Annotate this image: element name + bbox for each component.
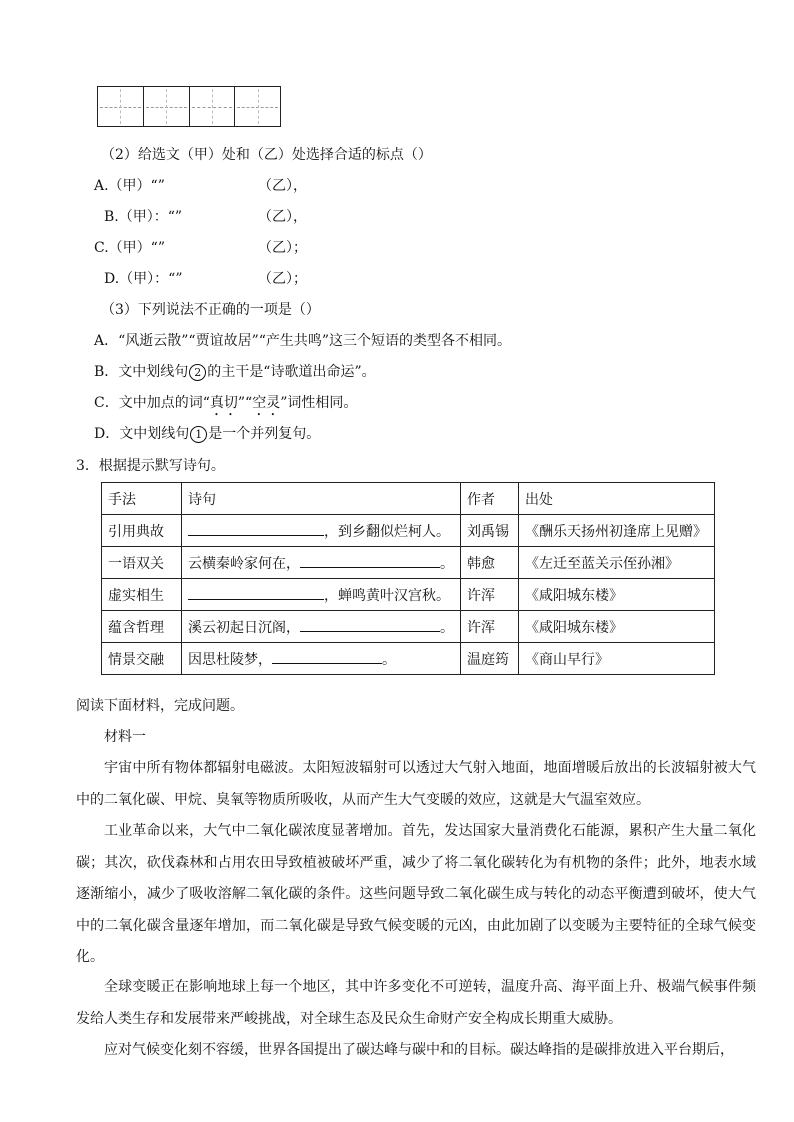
grid-cell (235, 87, 280, 126)
source-cell: 《咸阳城东楼》 (519, 579, 715, 611)
option-label: C.（甲）“” (94, 240, 165, 256)
q2-stem: （2）给选文（甲）处和（乙）处选择合适的标点（） (101, 147, 432, 163)
table-row (102, 643, 715, 675)
header-author: 作者 (461, 483, 519, 515)
circled-number: 2 (189, 364, 206, 381)
paragraph: 宇宙中所有物体都辐射电磁波。太阳短波辐射可以透过大气射入地面，地面增暖后放出的长波辐射被大气中的二氧化碳、甲烷、臭氧等物质所吸收，从而产生大气变暖的效应，这就是大气温室效应。 (76, 760, 756, 808)
q3-stem: （3）下列说法不正确的一项是（） (101, 302, 320, 318)
author-cell: 韩愈 (461, 547, 519, 579)
verse-text: 。 (440, 619, 454, 636)
q3-option-c[interactable] (94, 393, 357, 419)
paragraph: 应对气候变化刻不容缓，世界各国提出了碳达峰与碳中和的目标。碳达峰指的是碳排放进入平台期后， (104, 1042, 734, 1058)
verse-cell (182, 515, 461, 547)
verse-cell (182, 579, 461, 611)
option-value: （乙）， (258, 209, 307, 225)
answer-blank[interactable] (300, 617, 440, 632)
answer-blank[interactable] (188, 521, 324, 536)
source-cell: 《咸阳城东楼》 (519, 611, 715, 643)
verse-cell (182, 547, 461, 579)
author-cell: 温庭筠 (461, 643, 519, 675)
option-label: A.（甲）“” (94, 178, 165, 194)
table-header-row (102, 483, 715, 515)
method-cell: 虚实相生 (102, 579, 182, 611)
method-cell: 一语双关 (102, 547, 182, 579)
option-text: B．文中划线句 (94, 364, 189, 380)
option-label: D.（甲）：“” (104, 271, 183, 287)
method-cell: 蕴含哲理 (102, 611, 182, 643)
option-label: B.（甲）：“” (104, 209, 183, 225)
grid-cell (144, 87, 190, 126)
reading-intro: 阅读下面材料，完成问题。 (76, 698, 244, 714)
paragraph: 全球变暖正在影响地球上每一个地区，其中许多变化不可逆转，温度升高、海平面上升、极端气候事件频发给人类生存和发展带来严峻挑战，对全球生态及民众生命财产安全构成长期重大威胁。 (76, 979, 756, 1027)
verse-text: ，蝉鸣黄叶汉宫秋。 (324, 587, 450, 604)
option-text: C．文中加点的词“ (94, 395, 210, 411)
dotted-word: 空灵 (252, 395, 281, 411)
verse-cell (182, 643, 461, 675)
option-text: 的主干是“诗歌道出命运”。 (207, 364, 376, 380)
paragraph: 工业革命以来，大气中二氧化碳浓度显著增加。首先，发达国家大量消费化石能源，累积产生大量二氧化碳；其次，砍伐森林和占用农田导致植被破坏严重，减少了将二氧化碳转化为有机物的条件；此外，地表水域逐渐缩小，减少了吸收溶解二氧化碳的条件。这些问题导致二氧化碳生成与转化的动态平衡遭到破坏，使大气中的二氧化碳含量逐年增加，而二氧化碳是导致气候变暖的元凶，由此加剧了以变暖为主要特征的全球气候变化。 (76, 823, 756, 965)
table-row (102, 547, 715, 579)
answer-blank[interactable] (272, 649, 382, 664)
answer-blank[interactable] (188, 585, 324, 600)
dotted-word: 真切 (209, 395, 238, 411)
q2-option-a[interactable] (94, 176, 394, 196)
q2-option-c[interactable] (94, 238, 394, 258)
table-row (102, 579, 715, 611)
verse-text: 。 (440, 555, 454, 572)
method-cell: 引用典故 (102, 515, 182, 547)
table-row (102, 611, 715, 643)
header-verse: 诗句 (182, 483, 461, 515)
q2-option-d[interactable] (104, 269, 404, 289)
verse-text: 溪云初起日沉阁， (188, 619, 300, 636)
writing-grid (97, 86, 281, 127)
verse-text: ，到乡翻似烂柯人。 (324, 523, 450, 540)
q2-option-b[interactable] (104, 207, 404, 227)
material-title: 材料一 (104, 729, 146, 745)
q-poem-stem: 3．根据提示默写诗句。 (76, 458, 225, 474)
option-value: （乙）； (258, 240, 307, 256)
grid-cell (98, 87, 144, 126)
verse-cell (182, 611, 461, 643)
verse-text: 因思杜陵梦， (188, 651, 272, 668)
header-source: 出处 (519, 483, 715, 515)
author-cell: 许浑 (461, 579, 519, 611)
verse-text: 。 (382, 651, 396, 668)
option-value: （乙）， (258, 178, 307, 194)
method-cell: 情景交融 (102, 643, 182, 675)
option-text: D．文中划线句 (94, 426, 190, 442)
option-text: ”“ (237, 395, 253, 411)
author-cell: 刘禹锡 (461, 515, 519, 547)
answer-blank[interactable] (300, 553, 440, 568)
source-cell: 《左迁至蓝关示侄孙湘》 (519, 547, 715, 579)
grid-cell (190, 87, 236, 126)
header-method: 手法 (102, 483, 182, 515)
option-value: （乙）； (258, 271, 307, 287)
q3-option-a[interactable]: A．“风逝云散”“贾谊故居”“产生共鸣”这三个短语的类型各不相同。 (94, 333, 512, 349)
option-text: ”词性相同。 (280, 395, 358, 411)
q3-option-b[interactable] (94, 362, 376, 382)
source-cell: 《商山早行》 (519, 643, 715, 675)
poem-table (101, 482, 715, 675)
source-cell: 《酬乐天扬州初逢席上见赠》 (519, 515, 715, 547)
verse-text: 云横秦岭家何在， (188, 555, 300, 572)
table-row (102, 515, 715, 547)
circled-number: 1 (190, 426, 207, 443)
option-text: 是一个并列复句。 (208, 426, 321, 442)
author-cell: 许浑 (461, 611, 519, 643)
q3-option-d[interactable] (94, 424, 320, 444)
